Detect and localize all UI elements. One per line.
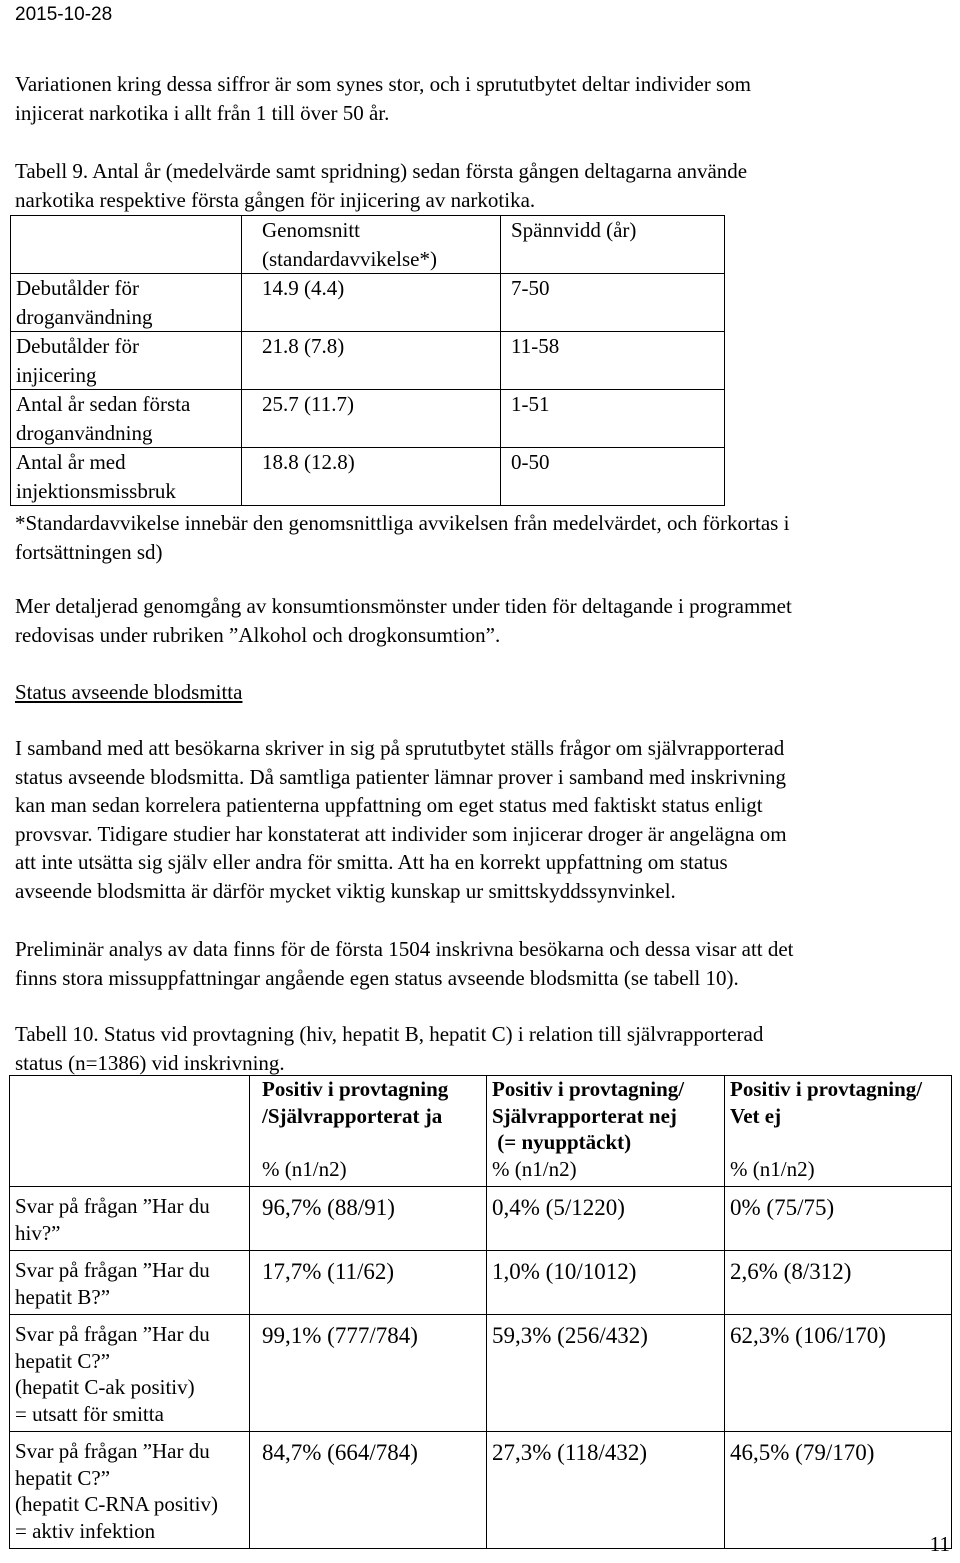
table-header-row (10, 1076, 952, 1187)
table-row (11, 448, 725, 506)
table-header-cell (242, 216, 501, 274)
table-row (11, 390, 725, 448)
header-text: Positiv i provtagning/ (492, 1077, 685, 1101)
header-text: Genomsnitt (262, 218, 360, 242)
intro-line: Variationen kring dessa siffror är som synes stor, och i sprututbytet deltar individer som (15, 72, 751, 96)
label-line: Debutålder för (16, 334, 140, 358)
paragraph-line: provsvar. Tidigare studier har konstaterat att individer som injicerar droger är angelägna om (15, 821, 787, 846)
spacer (262, 1129, 486, 1156)
table-row (10, 1251, 952, 1315)
paragraph-line: kan man sedan korrelera patienterna uppfattning om eget status med faktiskt status enligt (15, 793, 763, 817)
paragraph-line: I samband med att besökarna skriver in sig på sprututbytet ställs frågor om självrapporterad (15, 736, 785, 760)
unit-label: % (n1/n2) (262, 1156, 347, 1181)
label-line: hepatit C?” (15, 1348, 111, 1373)
intro-line: injicerat narkotika i allt från 1 till över 50 år. (15, 100, 390, 125)
table-row (10, 1187, 952, 1251)
paragraph-line: att inte utsätta sig själv eller andra för smitta. Att ha en korrekt uppfattning om status (15, 850, 728, 874)
row-label (10, 1251, 250, 1315)
caption-line: Tabell 10. Status vid provtagning (hiv, hepatit B, hepatit C) i relation till självrapporterad (15, 1022, 764, 1046)
caption-line: Tabell 9. Antal år (medelvärde samt spridning) sedan första gången deltagarna använde (15, 159, 748, 183)
row-label (11, 274, 242, 332)
row-label (11, 448, 242, 506)
label-line: droganvändning (16, 304, 153, 329)
spacer (730, 1129, 951, 1156)
page-number: 11 (929, 1532, 950, 1556)
table-header-row (11, 216, 725, 274)
paragraph-line: Mer detaljerad genomgång av konsumtionsmönster under tiden för deltagande i programmet (15, 594, 792, 618)
header-text: (standardavvikelse*) (262, 246, 437, 271)
table9 (10, 215, 725, 506)
mean-cell: 18.8 (12.8) (242, 448, 501, 506)
mean-cell: 25.7 (11.7) (242, 390, 501, 448)
label-line: injicering (16, 362, 97, 387)
value-cell-vet-ej: 2,6% (8/312) (725, 1251, 952, 1315)
unit-label: % (n1/n2) (492, 1156, 577, 1181)
caption-line: status (n=1386) vid inskrivning. (15, 1050, 285, 1075)
section-heading: Status avseende blodsmitta (15, 680, 243, 704)
label-line: hiv?” (15, 1220, 61, 1245)
value-cell-vet-ej: 0% (75/75) (725, 1187, 952, 1251)
header-text: Positiv i provtagning/ (730, 1077, 923, 1101)
mean-cell: 21.8 (7.8) (242, 332, 501, 390)
value-cell-ja: 99,1% (777/784) (250, 1315, 487, 1432)
label-line: = utsatt för smitta (15, 1401, 164, 1426)
value-cell-nej: 59,3% (256/432) (487, 1315, 725, 1432)
table-header-cell (725, 1076, 952, 1187)
paragraph-line: finns stora missuppfattningar angående egen status avseende blodsmitta (se tabell 10). (15, 965, 739, 990)
footnote-line: *Standardavvikelse innebär den genomsnittliga avvikelsen från medelvärdet, och förkortas i (15, 511, 790, 535)
table-cell (10, 1076, 250, 1187)
status-paragraph (15, 734, 945, 905)
value-cell-ja: 96,7% (88/91) (250, 1187, 487, 1251)
label-line: Debutålder för (16, 276, 140, 300)
row-label (10, 1187, 250, 1251)
label-line: Antal år sedan första (16, 392, 191, 416)
label-line: Svar på frågan ”Har du (15, 1322, 210, 1346)
value-cell-nej: 0,4% (5/1220) (487, 1187, 725, 1251)
label-line: (hepatit C-ak positiv) (15, 1375, 195, 1399)
label-line: injektionsmissbruk (16, 478, 176, 503)
label-line: Antal år med (16, 450, 126, 474)
table-row (11, 274, 725, 332)
row-label (10, 1432, 250, 1549)
unit-label: % (n1/n2) (730, 1156, 815, 1181)
table-header-cell (501, 216, 725, 274)
header-text: Vet ej (730, 1103, 782, 1128)
document-date: 2015-10-28 (15, 4, 113, 25)
row-label (11, 390, 242, 448)
table-header-cell (487, 1076, 725, 1187)
paragraph-line: redovisas under rubriken ”Alkohol och drogkonsumtion”. (15, 622, 501, 647)
header-text: (= nyupptäckt) (492, 1130, 632, 1154)
range-cell: 11-58 (501, 332, 725, 390)
label-line: Svar på frågan ”Har du (15, 1258, 210, 1282)
label-line: droganvändning (16, 420, 153, 445)
row-label (10, 1315, 250, 1432)
range-cell: 7-50 (501, 274, 725, 332)
row-label (11, 332, 242, 390)
table-row (10, 1432, 952, 1549)
label-line: hepatit C?” (15, 1465, 111, 1490)
label-line: = aktiv infektion (15, 1518, 156, 1543)
intro-paragraph (15, 70, 945, 127)
paragraph-line: Preliminär analys av data finns för de första 1504 inskrivna besökarna och dessa visar att det (15, 937, 794, 961)
table-row (10, 1315, 952, 1432)
footnote-line: fortsättningen sd) (15, 539, 163, 564)
range-cell: 0-50 (501, 448, 725, 506)
header-text: Spännvidd (år) (511, 218, 637, 242)
label-line: hepatit B?” (15, 1284, 111, 1309)
mean-cell: 14.9 (4.4) (242, 274, 501, 332)
paragraph-line: avseende blodsmitta är därför mycket viktig kunskap ur smittskyddssynvinkel. (15, 878, 676, 903)
header-text: /Självrapporterat ja (262, 1103, 443, 1128)
table9-caption (15, 157, 945, 214)
table-row (11, 332, 725, 390)
table-cell (11, 216, 242, 274)
caption-line: narkotika respektive första gången för injicering av narkotika. (15, 187, 536, 212)
table10 (9, 1075, 952, 1549)
range-cell: 1-51 (501, 390, 725, 448)
prelim-paragraph (15, 935, 945, 992)
header-text: Självrapporterat nej (492, 1103, 677, 1128)
label-line: Svar på frågan ”Har du (15, 1439, 210, 1463)
value-cell-ja: 84,7% (664/784) (250, 1432, 487, 1549)
paragraph-line: status avseende blodsmitta. Då samtliga patienter lämnar prover i samband med inskrivning (15, 764, 786, 789)
detail-paragraph (15, 592, 945, 649)
label-line: (hepatit C-RNA positiv) (15, 1492, 218, 1516)
value-cell-nej: 27,3% (118/432) (487, 1432, 725, 1549)
value-cell-nej: 1,0% (10/1012) (487, 1251, 725, 1315)
value-cell-vet-ej: 62,3% (106/170) (725, 1315, 952, 1432)
value-cell-vet-ej: 46,5% (79/170) (725, 1432, 952, 1549)
table9-footnote (15, 509, 945, 566)
value-cell-ja: 17,7% (11/62) (250, 1251, 487, 1315)
label-line: Svar på frågan ”Har du (15, 1194, 210, 1218)
table10-caption (15, 1020, 945, 1077)
table-header-cell (250, 1076, 487, 1187)
header-text: Positiv i provtagning (262, 1077, 449, 1101)
